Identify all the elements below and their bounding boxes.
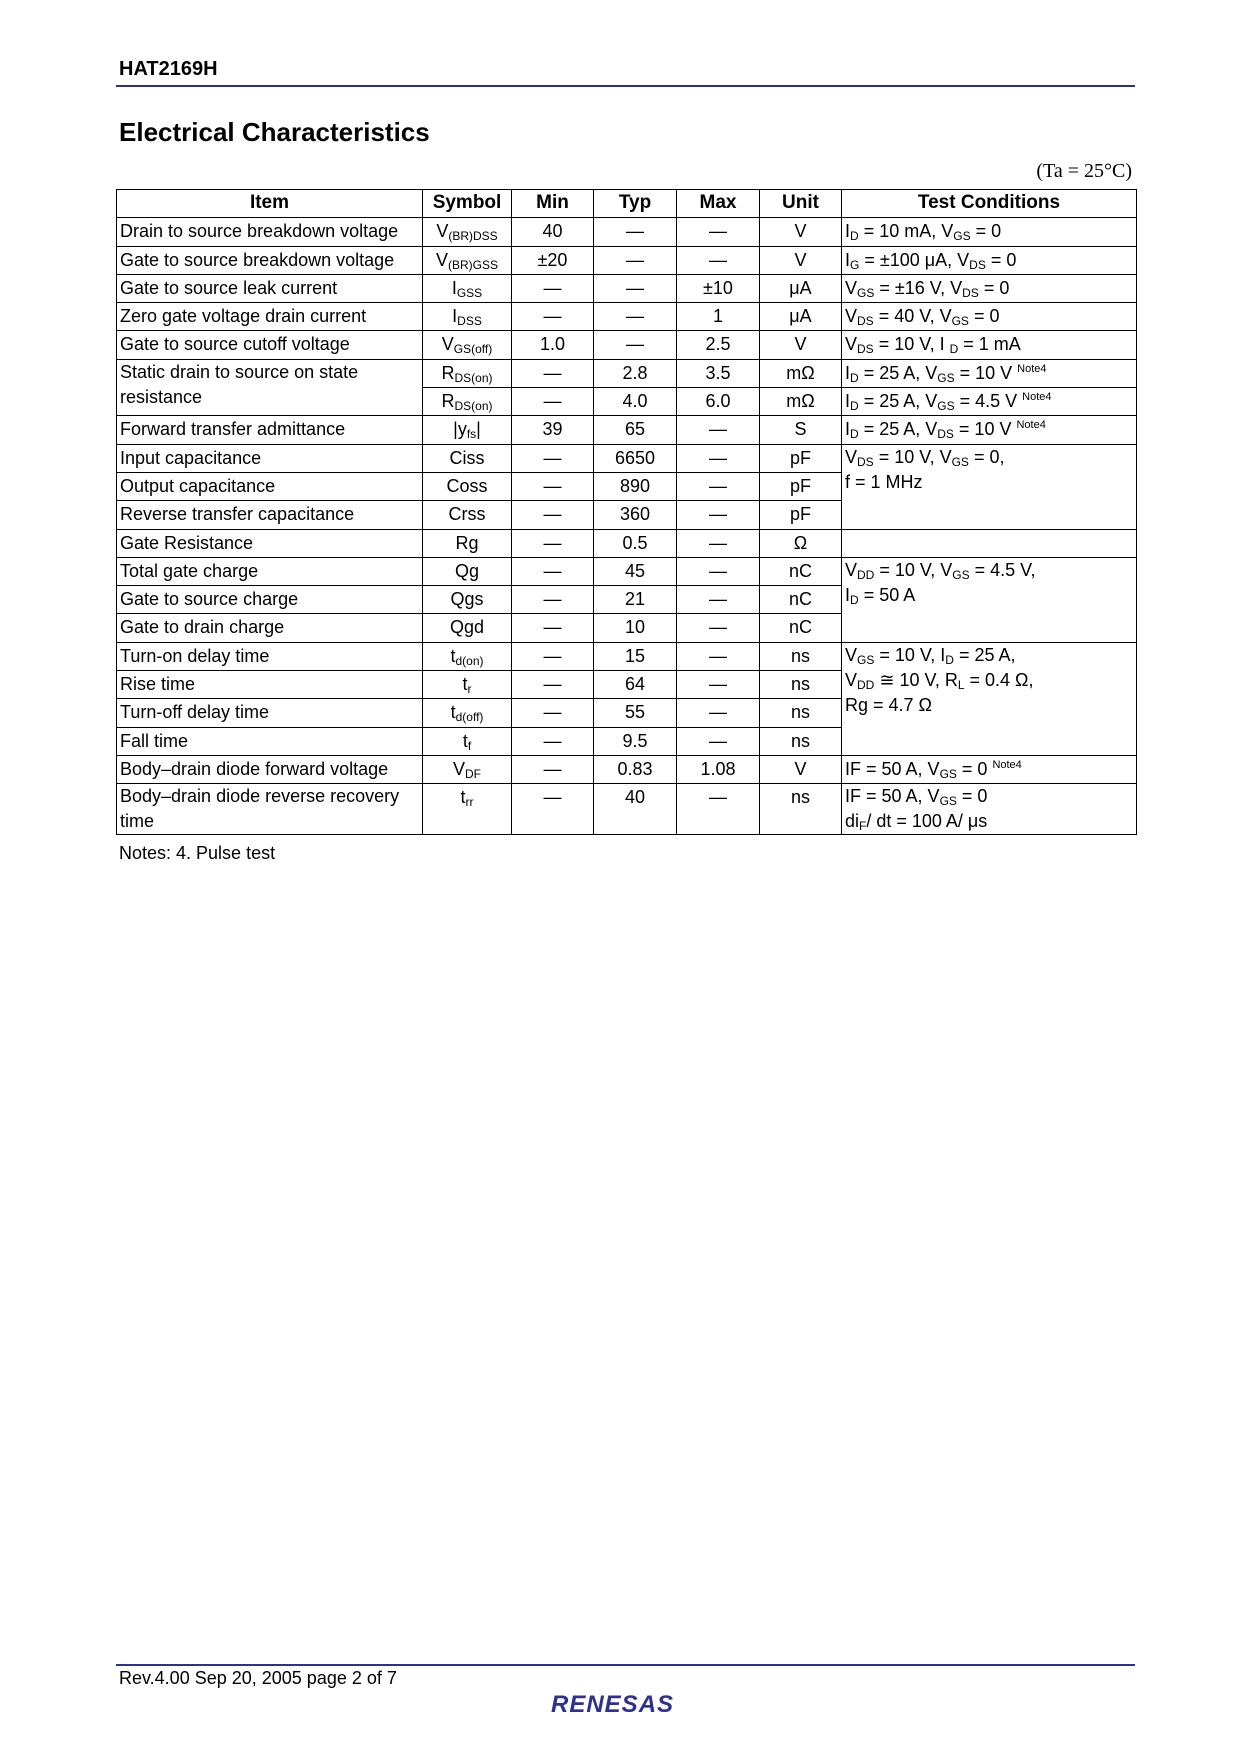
condition-text: = 0 <box>956 758 993 779</box>
table-row <box>117 303 1137 331</box>
unit-cell: nC <box>760 586 842 614</box>
condition-subscript: GS <box>939 766 957 781</box>
typ-cell: 890 <box>594 472 677 500</box>
typ-cell: 9.5 <box>594 727 677 755</box>
symbol-subscript: DF <box>465 766 481 781</box>
max-cell: 3.5 <box>677 359 760 387</box>
max-cell: — <box>677 727 760 755</box>
test-conditions-cell <box>842 246 1137 274</box>
typ-cell: 64 <box>594 671 677 699</box>
max-cell: 6.0 <box>677 388 760 416</box>
symbol-text: R <box>441 391 455 412</box>
condition-text: = ±16 V, V <box>874 277 963 298</box>
typ-cell: 10 <box>594 614 677 642</box>
max-cell: — <box>677 444 760 472</box>
condition-subscript: GS <box>857 652 875 667</box>
test-conditions-cell <box>842 642 1137 755</box>
table-row <box>117 444 1137 472</box>
symbol-subscript: r <box>467 682 472 697</box>
min-cell: 40 <box>512 218 594 246</box>
unit-cell: ns <box>760 699 842 727</box>
condition-text: V <box>845 559 858 580</box>
header-max: Max <box>677 190 760 218</box>
max-cell: 1 <box>677 303 760 331</box>
symbol-text: V <box>441 334 454 355</box>
item-cell: Gate to source charge <box>117 586 423 614</box>
condition-text: IF = 50 A, V <box>845 786 940 807</box>
symbol-text: Crss <box>448 504 486 525</box>
table-row <box>117 557 1137 585</box>
unit-cell: nC <box>760 614 842 642</box>
symbol-text: t <box>450 645 456 666</box>
condition-text: = 10 V <box>954 362 1018 383</box>
typ-cell: 15 <box>594 642 677 670</box>
symbol-cell <box>423 699 512 727</box>
min-cell: — <box>512 274 594 302</box>
max-cell: — <box>677 586 760 614</box>
symbol-cell <box>423 529 512 557</box>
test-conditions-cell <box>842 331 1137 359</box>
item-cell: Total gate charge <box>117 557 423 585</box>
min-cell: — <box>512 472 594 500</box>
min-cell: — <box>512 614 594 642</box>
condition-subscript: L <box>957 677 965 692</box>
table-row <box>117 359 1137 387</box>
min-cell: — <box>512 642 594 670</box>
condition-subscript: D <box>850 399 859 414</box>
unit-cell: pF <box>760 472 842 500</box>
item-cell: Gate to source cutoff voltage <box>117 331 423 359</box>
max-cell: 2.5 <box>677 331 760 359</box>
max-cell: — <box>677 671 760 699</box>
max-cell: — <box>677 614 760 642</box>
item-cell: Static drain to source on state resistance <box>117 359 423 416</box>
note-reference: Note4 <box>1016 419 1046 432</box>
min-cell: — <box>512 784 594 835</box>
symbol-text: |y <box>453 419 467 440</box>
condition-subscript: D <box>850 592 859 607</box>
symbol-cell <box>423 784 512 835</box>
min-cell: — <box>512 388 594 416</box>
max-cell: — <box>677 642 760 670</box>
test-conditions-cell <box>842 388 1137 416</box>
condition-text: = 25 A, V <box>858 362 938 383</box>
condition-text: = 10 V <box>953 419 1017 440</box>
test-conditions-cell <box>842 303 1137 331</box>
symbol-subscript: DS(on) <box>454 370 493 385</box>
min-cell: 39 <box>512 416 594 444</box>
unit-cell: μA <box>760 274 842 302</box>
max-cell: — <box>677 529 760 557</box>
item-cell: Forward transfer admittance <box>117 416 423 444</box>
condition-subscript: GS <box>937 370 955 385</box>
condition-line <box>845 809 1133 834</box>
condition-text: = 10 V, V <box>873 446 952 467</box>
item-cell: Input capacitance <box>117 444 423 472</box>
symbol-text: Qg <box>454 560 479 581</box>
condition-text: = 4.5 V <box>954 391 1023 412</box>
condition-text: = 50 A <box>858 584 916 605</box>
header-symbol: Symbol <box>423 190 512 218</box>
unit-cell: ns <box>760 671 842 699</box>
symbol-cell <box>423 472 512 500</box>
condition-text: = 0, <box>968 446 1005 467</box>
max-cell: — <box>677 699 760 727</box>
condition-text: = 25 A, <box>953 644 1016 665</box>
unit-cell: μA <box>760 303 842 331</box>
unit-cell: ns <box>760 784 842 835</box>
renesas-logo-graphic <box>551 1688 701 1718</box>
condition-text: = 25 A, V <box>858 391 938 412</box>
max-cell: — <box>677 784 760 835</box>
unit-cell: nC <box>760 557 842 585</box>
condition-text: = 0.4 Ω, <box>964 669 1034 690</box>
table-row <box>117 784 1137 835</box>
condition-subscript: D <box>949 342 959 357</box>
symbol-cell <box>423 388 512 416</box>
symbol-cell <box>423 303 512 331</box>
symbol-text: I <box>452 306 458 327</box>
condition-subscript: DD <box>857 677 875 692</box>
condition-subscript: DS <box>857 342 874 357</box>
header-min: Min <box>512 190 594 218</box>
typ-cell: — <box>594 331 677 359</box>
condition-text: V <box>845 446 858 467</box>
header-rule <box>116 85 1135 87</box>
symbol-subscript: DSS <box>457 314 482 329</box>
symbol-text: t <box>462 730 468 751</box>
condition-text: = 40 V, V <box>873 306 952 327</box>
condition-subscript: D <box>850 370 859 385</box>
test-conditions-cell <box>842 755 1137 783</box>
condition-subscript: F <box>859 819 867 834</box>
min-cell: — <box>512 755 594 783</box>
symbol-cell <box>423 246 512 274</box>
item-cell: Body–drain diode reverse recovery time <box>117 784 423 835</box>
condition-subscript: DS <box>857 454 874 469</box>
symbol-cell <box>423 727 512 755</box>
typ-cell: 6650 <box>594 444 677 472</box>
table-row <box>117 416 1137 444</box>
min-cell: — <box>512 529 594 557</box>
table-row <box>117 331 1137 359</box>
condition-text: = 0 <box>970 221 1002 242</box>
test-conditions-cell <box>842 416 1137 444</box>
condition-subscript: DS <box>857 314 874 329</box>
section-title: Electrical Characteristics <box>119 117 430 147</box>
condition-text: = 1 mA <box>958 334 1021 355</box>
symbol-subscript: fs <box>466 427 477 442</box>
header-typ: Typ <box>594 190 677 218</box>
typ-cell: — <box>594 274 677 302</box>
max-cell: — <box>677 246 760 274</box>
condition-text: ≅ 10 V, R <box>874 669 958 690</box>
condition-subscript: GS <box>951 314 969 329</box>
condition-line <box>845 470 1133 495</box>
min-cell: — <box>512 444 594 472</box>
condition-subscript: D <box>850 229 859 244</box>
logo-text: RENESAS <box>551 1691 675 1718</box>
symbol-cell <box>423 416 512 444</box>
renesas-logo <box>551 1688 701 1724</box>
item-cell: Zero gate voltage drain current <box>117 303 423 331</box>
item-cell: Gate to source breakdown voltage <box>117 246 423 274</box>
condition-line <box>845 693 1133 718</box>
item-cell: Drain to source breakdown voltage <box>117 218 423 246</box>
test-conditions-cell <box>842 784 1137 835</box>
condition-text: di <box>845 811 860 832</box>
typ-cell: 65 <box>594 416 677 444</box>
condition-text: I <box>845 391 851 412</box>
condition-subscript: GS <box>937 399 955 414</box>
condition-subscript: DS <box>937 427 954 442</box>
condition-text: I <box>845 221 851 242</box>
symbol-text: V <box>435 249 448 270</box>
item-cell: Turn-off delay time <box>117 699 423 727</box>
item-cell: Gate Resistance <box>117 529 423 557</box>
unit-cell: ns <box>760 727 842 755</box>
symbol-cell <box>423 274 512 302</box>
item-cell: Gate to drain charge <box>117 614 423 642</box>
symbol-cell <box>423 557 512 585</box>
max-cell: ±10 <box>677 274 760 302</box>
symbol-subscript: (BR)DSS <box>448 229 498 244</box>
symbol-text: R <box>441 362 455 383</box>
typ-cell: 4.0 <box>594 388 677 416</box>
test-conditions-cell <box>842 359 1137 387</box>
table-row <box>117 246 1137 274</box>
symbol-cell <box>423 642 512 670</box>
typ-cell: — <box>594 218 677 246</box>
symbol-text: t <box>462 674 468 695</box>
item-cell: Reverse transfer capacitance <box>117 501 423 529</box>
note-reference: Note4 <box>1022 391 1052 404</box>
table-row <box>117 274 1137 302</box>
condition-text: I <box>845 584 851 605</box>
electrical-characteristics-table <box>116 189 1137 835</box>
condition-text: V <box>845 306 858 327</box>
table-row <box>117 218 1137 246</box>
min-cell: — <box>512 501 594 529</box>
symbol-cell <box>423 444 512 472</box>
symbol-subscript: (BR)GSS <box>448 257 499 272</box>
unit-cell: V <box>760 218 842 246</box>
test-conditions-cell <box>842 557 1137 642</box>
condition-subscript: D <box>945 652 954 667</box>
min-cell: 1.0 <box>512 331 594 359</box>
condition-line <box>845 643 1133 668</box>
note-reference: Note4 <box>992 758 1022 771</box>
min-cell: — <box>512 671 594 699</box>
unit-cell: V <box>760 331 842 359</box>
notes: Notes: 4. Pulse test <box>119 843 276 863</box>
condition-subscript: DS <box>962 285 979 300</box>
typ-cell: — <box>594 303 677 331</box>
min-cell: — <box>512 359 594 387</box>
condition-text: I <box>845 362 851 383</box>
condition-subscript: G <box>850 257 860 272</box>
symbol-cell <box>423 501 512 529</box>
symbol-text: Rg <box>455 532 479 553</box>
typ-cell: 0.5 <box>594 529 677 557</box>
ambient-temperature-note: (Ta = 25°C) <box>1036 160 1132 182</box>
max-cell: — <box>677 557 760 585</box>
condition-text: = 10 V, I <box>874 644 946 665</box>
table-header-row <box>117 190 1137 218</box>
min-cell: — <box>512 557 594 585</box>
unit-cell: V <box>760 755 842 783</box>
unit-cell: pF <box>760 444 842 472</box>
min-cell: — <box>512 303 594 331</box>
condition-text: V <box>845 644 858 665</box>
condition-subscript: GS <box>939 794 957 809</box>
unit-cell: V <box>760 246 842 274</box>
test-conditions-cell <box>842 274 1137 302</box>
typ-cell: 40 <box>594 784 677 835</box>
condition-subscript: GS <box>857 285 875 300</box>
min-cell: ±20 <box>512 246 594 274</box>
max-cell: 1.08 <box>677 755 760 783</box>
footer-revision: Rev.4.00 Sep 20, 2005 page 2 of 7 <box>119 1668 397 1688</box>
symbol-text: | <box>476 419 481 440</box>
symbol-cell <box>423 331 512 359</box>
condition-text: = 10 V, V <box>874 559 953 580</box>
condition-text: = 10 V, I <box>873 334 950 355</box>
table-row <box>117 642 1137 670</box>
condition-text: I <box>845 249 851 270</box>
table-row <box>117 755 1137 783</box>
test-conditions-cell <box>842 529 1137 557</box>
condition-text: = 0 <box>985 249 1017 270</box>
min-cell: — <box>512 699 594 727</box>
unit-cell: S <box>760 416 842 444</box>
symbol-text: t <box>460 787 466 808</box>
symbol-text: V <box>452 758 465 779</box>
condition-text: / dt = 100 A/ μs <box>866 811 988 832</box>
unit-cell: mΩ <box>760 359 842 387</box>
symbol-subscript: GS(off) <box>453 342 493 357</box>
symbol-cell <box>423 614 512 642</box>
condition-subscript: GS <box>951 454 969 469</box>
condition-line <box>845 668 1133 693</box>
condition-subscript: DS <box>969 257 986 272</box>
condition-text: V <box>845 669 858 690</box>
condition-text: Rg = 4.7 Ω <box>845 694 933 715</box>
condition-line <box>845 784 1133 809</box>
unit-cell: Ω <box>760 529 842 557</box>
part-number: HAT2169H <box>119 58 218 80</box>
item-cell: Turn-on delay time <box>117 642 423 670</box>
max-cell: — <box>677 218 760 246</box>
symbol-text: V <box>436 221 449 242</box>
footer-rule <box>116 1664 1135 1666</box>
symbol-text: Qgd <box>449 617 485 638</box>
typ-cell: 55 <box>594 699 677 727</box>
min-cell: — <box>512 727 594 755</box>
condition-text: V <box>845 277 858 298</box>
symbol-subscript: GSS <box>456 285 483 300</box>
symbol-subscript: rr <box>465 795 474 810</box>
max-cell: — <box>677 472 760 500</box>
symbol-cell <box>423 755 512 783</box>
test-conditions-cell <box>842 218 1137 246</box>
typ-cell: — <box>594 246 677 274</box>
typ-cell: 45 <box>594 557 677 585</box>
test-conditions-cell <box>842 444 1137 529</box>
condition-text: = 4.5 V, <box>969 559 1036 580</box>
condition-text: = 10 mA, V <box>858 221 954 242</box>
max-cell: — <box>677 501 760 529</box>
unit-cell: mΩ <box>760 388 842 416</box>
symbol-cell <box>423 586 512 614</box>
condition-text: IF = 50 A, V <box>845 758 940 779</box>
condition-line <box>845 445 1133 470</box>
item-cell: Fall time <box>117 727 423 755</box>
condition-text: = 0 <box>968 306 1000 327</box>
condition-subscript: GS <box>952 567 970 582</box>
condition-subscript: D <box>850 427 859 442</box>
typ-cell: 2.8 <box>594 359 677 387</box>
symbol-subscript: d(on) <box>455 653 484 668</box>
item-cell: Output capacitance <box>117 472 423 500</box>
typ-cell: 360 <box>594 501 677 529</box>
symbol-cell <box>423 671 512 699</box>
typ-cell: 21 <box>594 586 677 614</box>
symbol-text: I <box>451 277 457 298</box>
header-item: Item <box>117 190 423 218</box>
unit-cell: ns <box>760 642 842 670</box>
condition-subscript: DD <box>857 567 875 582</box>
typ-cell: 0.83 <box>594 755 677 783</box>
max-cell: — <box>677 416 760 444</box>
condition-line <box>845 558 1133 583</box>
condition-text: I <box>845 419 851 440</box>
condition-text: = ±100 μA, V <box>859 249 970 270</box>
header-unit: Unit <box>760 190 842 218</box>
symbol-text: t <box>450 702 456 723</box>
symbol-text: Coss <box>446 475 488 496</box>
table-row <box>117 529 1137 557</box>
unit-cell: pF <box>760 501 842 529</box>
symbol-cell <box>423 359 512 387</box>
condition-text: = 0 <box>956 786 988 807</box>
note-reference: Note4 <box>1017 362 1047 375</box>
min-cell: — <box>512 586 594 614</box>
item-cell: Body–drain diode forward voltage <box>117 755 423 783</box>
condition-text: = 0 <box>978 277 1010 298</box>
condition-text: = 25 A, V <box>858 419 938 440</box>
header-test-conditions: Test Conditions <box>842 190 1137 218</box>
symbol-subscript: d(off) <box>455 710 484 725</box>
condition-subscript: GS <box>953 229 971 244</box>
symbol-cell <box>423 218 512 246</box>
item-cell: Rise time <box>117 671 423 699</box>
item-cell: Gate to source leak current <box>117 274 423 302</box>
symbol-text: Qgs <box>450 589 484 610</box>
condition-line <box>845 583 1133 608</box>
condition-text: V <box>845 334 858 355</box>
symbol-subscript: f <box>467 738 472 753</box>
condition-text: f = 1 MHz <box>845 471 923 492</box>
symbol-text: Ciss <box>449 447 485 468</box>
symbol-subscript: DS(on) <box>454 399 493 414</box>
